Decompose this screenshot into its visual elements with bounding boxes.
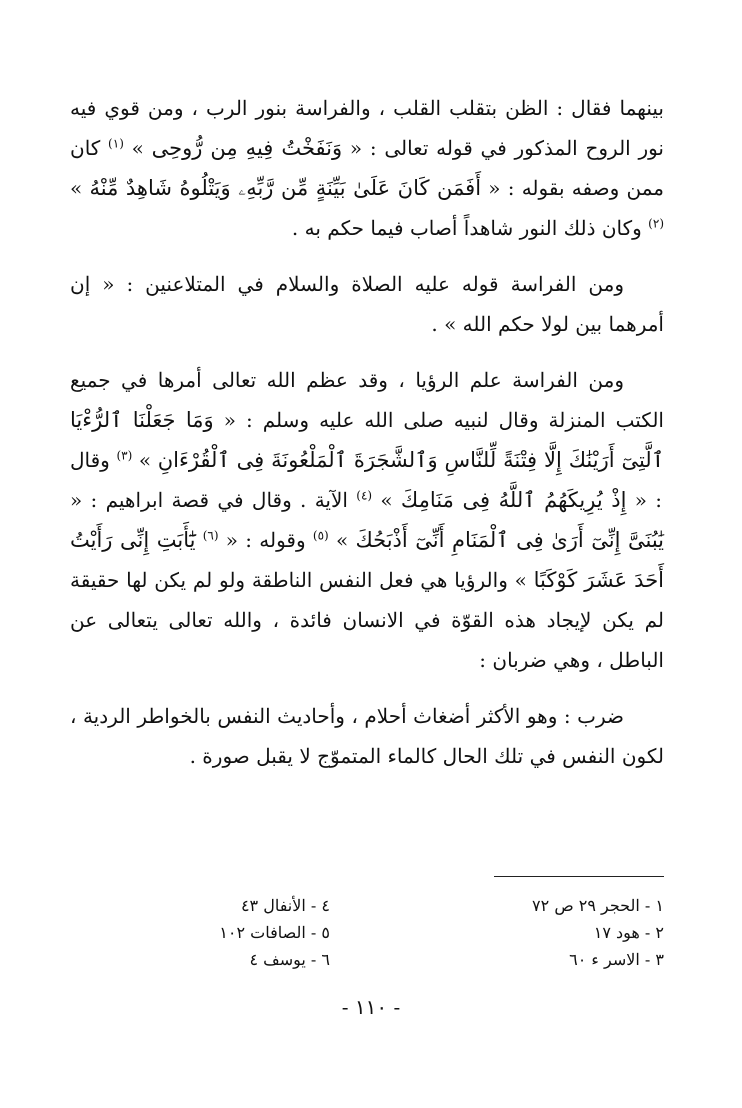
- footnote-3: ٣ - الاسر ء ٦٠: [569, 950, 664, 969]
- paragraph-2: [70, 264, 664, 344]
- footnote-marker: (١): [108, 136, 124, 151]
- footnote-marker: (٢): [648, 216, 664, 231]
- text: ضرب : وهو الأكثر أضغاث أحلام ، وأحاديث النفس بالخواطر الردية ، لكون النفس في تلك الحال كالماء المتموّج لا يقبل صورة .: [70, 704, 664, 768]
- footnotes-left-column: [80, 892, 330, 973]
- body-text: [70, 88, 664, 792]
- footnote-1: ١ - الحجر ٢٩ ص ٧٢: [532, 896, 664, 915]
- text: »: [131, 136, 144, 160]
- text: »: [138, 448, 152, 472]
- paragraph-3: [70, 360, 664, 680]
- text: كان ممن وصفه بقوله : «: [70, 136, 664, 200]
- page-number: - ١١٠ -: [341, 995, 401, 1019]
- footnote-marker: (٦): [202, 528, 219, 543]
- quran-quote: أَفَمَن كَانَ عَلَىٰ بَيِّنَةٍ مِّن رَّبِّهِۦ وَيَتْلُوهُ شَاهِدٌ مِّنْهُ: [89, 176, 482, 200]
- text: »: [380, 488, 393, 512]
- footnote-2: ٢ - هود ١٧: [593, 923, 664, 942]
- paragraph-1: [70, 88, 664, 248]
- footnote-marker: (٣): [116, 448, 133, 463]
- footnote-6: ٦ - يوسف ٤: [249, 950, 330, 969]
- text: »: [70, 176, 83, 200]
- footnote-divider: [494, 876, 664, 877]
- text: » والرؤيا هي فعل النفس الناطقة ولو لم يكن لها حقيقة لم يكن لإيجاد هذه القوّة في الانسان فائدة ، والله تعالى يتعالى عن الباطل ، وهي ضربان :: [70, 568, 664, 672]
- footnotes-right-column: [414, 892, 664, 973]
- footnotes: [80, 892, 664, 973]
- quran-quote: إِذْ يُرِيكَهُمُ ٱللَّهُ فِى مَنَامِكَ: [400, 488, 627, 512]
- footnote-marker: (٥): [312, 528, 329, 543]
- text: الآية . وقال في قصة ابراهيم : «: [70, 488, 348, 512]
- quran-quote: وَنَفَخْتُ فِيهِ مِن رُّوحِى: [151, 136, 343, 160]
- quran-quote: وَمَا جَعَلْنَا ٱلرُّءْيَا ٱلَّتِىٓ أَرَيْنَٰكَ إِلَّا فِتْنَةً لِّلنَّاسِ وَٱلشَّجَرَةَ ٱلْمَلْعُونَةَ فِى ٱلْقُرْءَانِ: [70, 408, 665, 472]
- text: ومن الفراسة علم الرؤيا ، وقد عظم الله تعالى أمرها في جميع الكتب المنزلة وقال لنبيه صلى الله عليه وسلم : «: [70, 368, 664, 432]
- footnote-4: ٤ - الأنفال ٤٣: [240, 896, 330, 915]
- quran-quote: يَٰٓأَبَتِ إِنِّى رَأَيْتُ أَحَدَ عَشَرَ كَوْكَبًا: [70, 528, 665, 592]
- text: وقوله : «: [218, 528, 306, 552]
- quran-quote: يَٰبُنَىَّ إِنِّىٓ أَرَىٰ فِى ٱلْمَنَامِ أَنِّىٓ أَذْبَحُكَ: [355, 528, 665, 552]
- text: »: [335, 528, 349, 552]
- text: وقال : «: [70, 448, 663, 512]
- text: وكان ذلك النور شاهداً أصاب فيما حكم به .: [291, 216, 642, 240]
- footnote-5: ٥ - الصافات ١٠٢: [219, 923, 330, 942]
- footnote-marker: (٤): [356, 488, 373, 503]
- text: ومن الفراسة قوله عليه الصلاة والسلام في المتلاعنين : « إن أمرهما بين لولا حكم الله » .: [70, 272, 664, 336]
- paragraph-4: [70, 696, 664, 776]
- text: بينهما فقال : الظن بتقلب القلب ، والفراسة بنور الرب ، ومن قوي فيه نور الروح المذكور في قوله تعالى : «: [70, 96, 664, 160]
